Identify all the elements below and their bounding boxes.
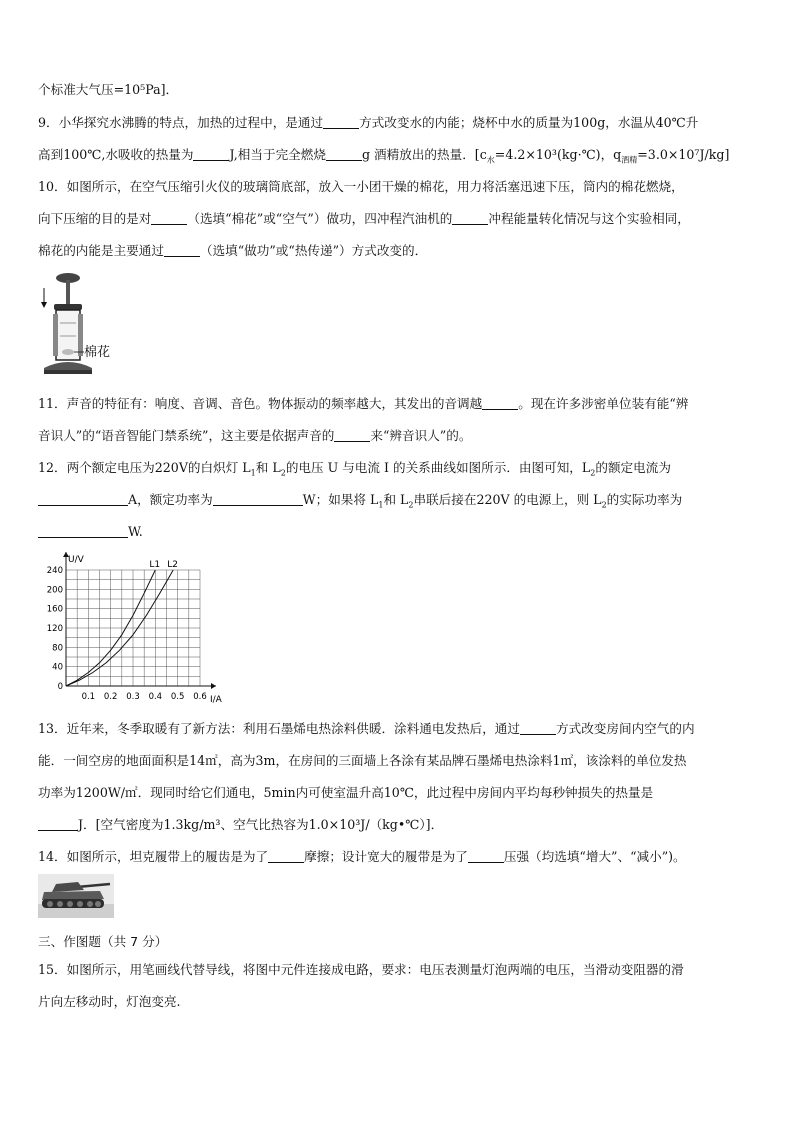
q15-line2: 片向左移动时，灯泡变亮. (38, 994, 181, 1009)
q11-text: 。现在许多涉密单位装有能“辨 (518, 396, 689, 411)
q13-line1 (38, 721, 695, 737)
tank-figure (38, 874, 114, 918)
q11-line1 (38, 396, 688, 412)
y-tick-label: 200 (46, 585, 63, 596)
x-tick-label: 0.3 (126, 692, 140, 702)
q12-text: A，额定功率为 (128, 492, 213, 507)
q12-text: 和 L (255, 460, 281, 475)
air-compression-igniter-figure (36, 268, 126, 380)
q10-text: （选填“棉花”或“空气”）做功，四冲程汽油机的 (187, 211, 453, 226)
q12-sub: 2 (408, 500, 414, 510)
q12-text: 的额定电流为 (595, 460, 671, 475)
q12-blank-2[interactable] (213, 493, 303, 506)
x-axis-label: I/A (210, 695, 222, 705)
q12-text: 串联后接在220V 的电源上，则 L (413, 492, 602, 507)
q15-line1: 15．如图所示，用笔画线代替导线，将图中元件连接成电路，要求：电压表测量灯泡两端的电压，当滑动变阻器的滑 (38, 962, 684, 977)
q9-text: 高到100℃,水吸收的热量为 (38, 147, 194, 162)
q9-line1 (38, 115, 698, 131)
q12-text: 的电压 U 与电流 I 的关系曲线如图所示．由图可知，L (285, 460, 591, 475)
y-tick-label: 240 (46, 566, 63, 576)
y-axis-label: U/V (68, 555, 84, 565)
q9-blank-1[interactable] (323, 116, 359, 129)
q14-text: 14．如图所示，坦克履带上的履齿是为了 (38, 849, 269, 864)
section-heading: 三、作图题（共 7 分） (38, 934, 168, 949)
q10-text: 冲程能量转化情况与这个实验相同， (488, 211, 690, 226)
q12-line2 (38, 492, 682, 508)
q12-blank-3[interactable] (38, 525, 128, 538)
q9-text: =3.0×10⁷J/kg] (637, 147, 730, 162)
y-tick-label: 40 (52, 662, 63, 673)
q13-text: J．[空气密度为1.3kg/m³、空气比热容为1.0×10³J/（kg•℃）]． (78, 817, 444, 832)
q11-blank-2[interactable] (334, 429, 370, 442)
q14-line1 (38, 849, 686, 865)
q11-text: 11．声音的特征有：响度、音调、音色。物体振动的频率越大，其发出的音调越 (38, 396, 483, 411)
q13-blank-2[interactable] (38, 818, 78, 831)
q10-line3 (38, 243, 427, 259)
q12-line3 (38, 524, 143, 540)
q13-line3: 功率为1200W/㎡．现同时给它们通电，5min内可使室温升高10℃，此过程中房间内平均每秒钟损失的热量是 (38, 785, 654, 800)
q12-blank-1[interactable] (38, 493, 128, 506)
q13-line2: 能．一间空房的地面面积是14㎡，高为3m，在房间的三面墙上各涂有某品牌石墨烯电热涂料1㎡，该涂料的单位发热 (38, 753, 687, 768)
y-tick-label: 160 (46, 604, 63, 615)
q12-sub: 2 (601, 500, 607, 510)
q13-text: 方式改变房间内空气的内 (556, 721, 695, 736)
q9-text: g 酒精放出的热量．[c (361, 147, 487, 162)
q12-text: W；如果将 L (302, 492, 379, 507)
q12-line1 (38, 460, 671, 476)
q12-sub: 2 (280, 468, 286, 478)
q9-line2 (38, 147, 729, 163)
cotton-label: 棉花 (84, 345, 111, 360)
y-tick-label: 0 (57, 682, 63, 692)
series-label-l1: L1 (149, 560, 161, 570)
q12-text: 的实际功率为 (606, 492, 683, 507)
q10-text: 棉花的内能是主要通过 (38, 243, 164, 258)
q9-text: =4.2×10³(kg·℃)，q (494, 147, 622, 162)
q10-blank-3[interactable] (164, 244, 200, 257)
x-tick-label: 0.6 (193, 692, 207, 702)
q12-text: 12．两个额定电压为220V的白炽灯 L (38, 460, 251, 475)
q13-blank-1[interactable] (520, 722, 556, 735)
q12-sub: 2 (590, 468, 596, 478)
q14-blank-2[interactable] (468, 850, 504, 863)
q13-text: 13．近年来，冬季取暖有了新方法：利用石墨烯电热涂料供暖．涂料通电发热后，通过 (38, 721, 520, 736)
q14-blank-1[interactable] (268, 850, 304, 863)
q11-blank-1[interactable] (482, 397, 518, 410)
x-tick-label: 0.4 (148, 692, 163, 702)
q12-text: W. (128, 524, 143, 539)
u-i-curve-chart (30, 548, 230, 708)
q10-blank-2[interactable] (452, 212, 488, 225)
y-tick-label: 120 (46, 624, 63, 634)
q10-text: 向下压缩的目的是对 (38, 211, 152, 226)
x-tick-label: 0.5 (170, 692, 185, 702)
q14-text: 压强（均选填“增大”、“减小”)。 (503, 849, 686, 864)
q8-tail: 个标准大气压=10⁵Pa]． (38, 82, 179, 97)
q11-line2 (38, 428, 471, 444)
y-tick-label: 80 (52, 643, 63, 654)
q9-sub: 水 (486, 155, 495, 165)
q13-line4 (38, 817, 443, 833)
q12-sub: 1 (378, 500, 384, 510)
q9-sub: 酒精 (621, 155, 638, 165)
q11-text: 音识人”的“语音智能门禁系统”，这主要是依据声音的 (38, 428, 335, 443)
q9-blank-2[interactable] (193, 148, 229, 161)
q9-text: 9．小华探究水沸腾的特点，加热的过程中，是通过 (38, 115, 324, 130)
q10-text: （选填“做功”或“热传递”）方式改变的． (199, 243, 428, 258)
series-label-l2: L2 (167, 560, 178, 570)
q12-text: 和 L (383, 492, 409, 507)
q14-text: 摩擦；设计宽大的履带是为了 (304, 849, 468, 864)
x-tick-label: 0.1 (81, 692, 96, 702)
q12-sub: 1 (250, 468, 256, 478)
q9-blank-3[interactable] (326, 148, 362, 161)
q10-line1: 10．如图所示，在空气压缩引火仪的玻璃筒底部，放入一小团干燥的棉花，用力将活塞迅速下压，筒内的棉花燃烧， (38, 179, 684, 194)
x-tick-label: 0.2 (103, 692, 118, 702)
q10-blank-1[interactable] (151, 212, 187, 225)
q9-text: J,相当于完全燃烧 (229, 147, 326, 162)
q10-line2 (38, 211, 690, 227)
x-axis-arrow (211, 683, 216, 689)
q9-text: 方式改变水的内能；烧杯中水的质量为100g，水温从40℃升 (359, 115, 699, 130)
q11-text: 来“辨音识人”的。 (370, 428, 472, 443)
